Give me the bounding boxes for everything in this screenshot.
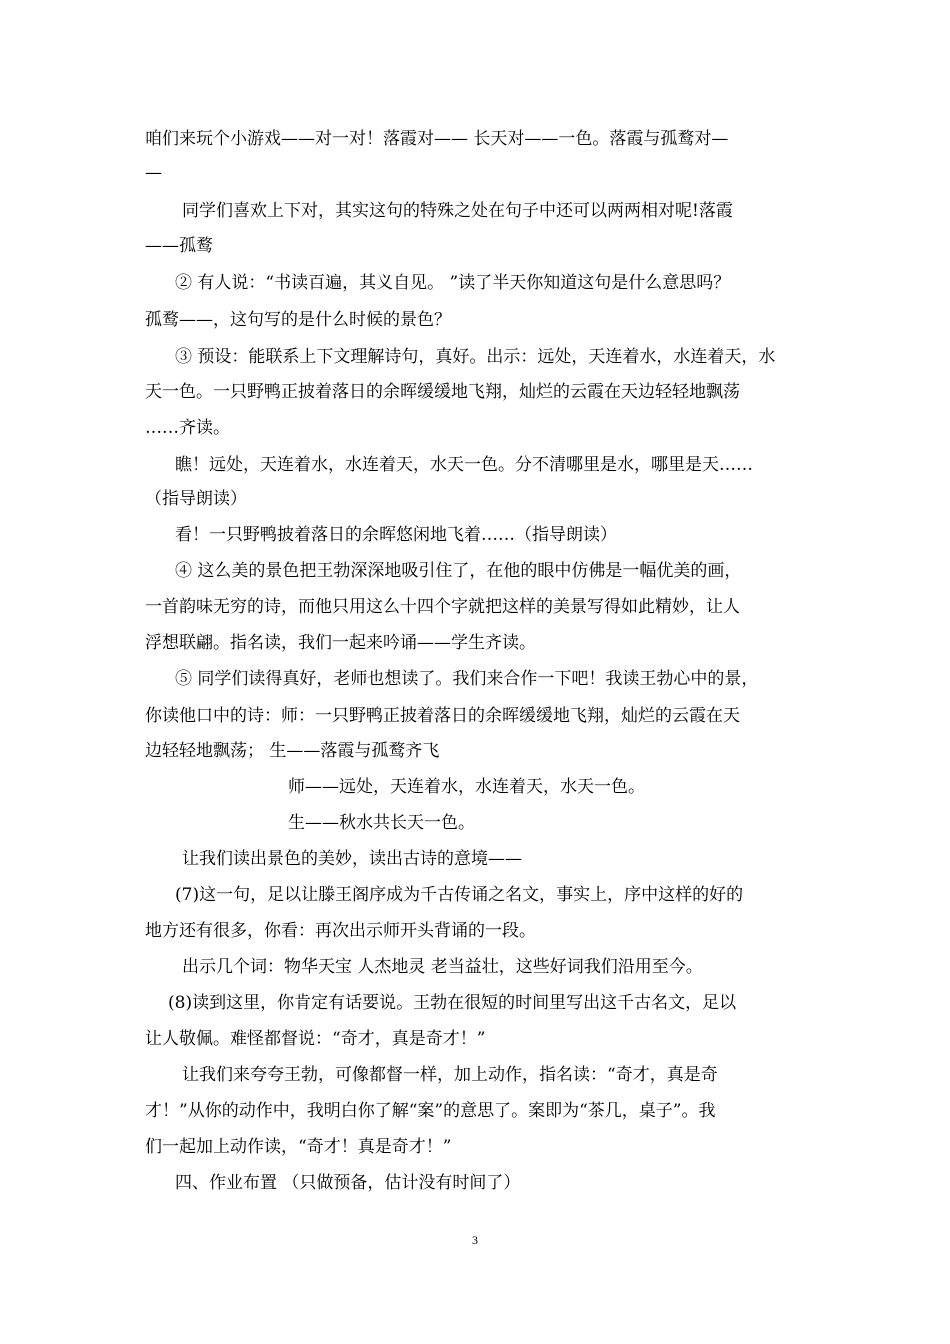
text-line: ② 有人说：“书读百遍，其义自见。 ”读了半天你知道这句是什么意思吗？ — [175, 273, 731, 293]
text-line: 让人敬佩。难怪都督说：“奇才，真是奇才！” — [145, 1029, 486, 1049]
text-line: 边轻轻地飘荡； 生——落霞与孤鹜齐飞 — [145, 741, 440, 761]
text-line: ③ 预设：能联系上下文理解诗句，真好。出示：远处，天连着水，水连着天，水 — [175, 347, 776, 367]
text-line: 师——远处，天连着水，水连着天，水天一色。 — [288, 777, 645, 797]
text-line: 你读他口中的诗：师：一只野鸭正披着落日的余晖缓缓地飞翔，灿烂的云霞在天 — [145, 706, 740, 726]
text-line: 让我们读出景色的美妙，读出古诗的意境—— — [182, 849, 522, 869]
page-number: 3 — [472, 1233, 478, 1247]
text-line: 一首韵味无穷的诗，而他只用这么十四个字就把这样的美景写得如此精妙，让人 — [145, 597, 740, 617]
text-line: 才！”从你的动作中，我明白你了解“案”的意思了。案即为“茶几，桌子”。我 — [145, 1101, 716, 1121]
text-line: ④ 这么美的景色把王勃深深地吸引住了，在他的眼中仿佛是一幅优美的画， — [175, 561, 742, 581]
text-line: ——孤鹜 — [145, 236, 213, 256]
text-line: (8)读到这里，你肯定有话要说。王勃在很短的时间里写出这千古名文，足以 — [168, 993, 737, 1013]
text-line: 们一起加上动作读，“奇才！真是奇才！” — [145, 1137, 452, 1157]
text-line: 浮想联翩。指名读，我们一起来吟诵——学生齐读。 — [145, 633, 536, 653]
text-line: 四、作业布置 （只做预备，估计没有时间了） — [175, 1173, 521, 1193]
text-line: 出示几个词：物华天宝 人杰地灵 老当益壮，这些好词我们沿用至今。 — [182, 957, 703, 977]
text-line: ⑤ 同学们读得真好，老师也想读了。我们来合作一下吧！我读王勃心中的景， — [175, 669, 759, 689]
text-line: 看！一只野鸭披着落日的余晖悠闲地飞着……（指导朗读） — [175, 525, 617, 545]
text-line: （指导朗读） — [145, 489, 247, 509]
text-line: ……齐读。 — [145, 418, 230, 438]
text-line: 孤鹜——，这句写的是什么时候的景色？ — [145, 310, 451, 330]
text-line: 瞧！远处，天连着水，水连着天，水天一色。分不清哪里是水，哪里是天…… — [175, 455, 753, 475]
text-line: 同学们喜欢上下对，其实这句的特殊之处在句子中还可以两两相对呢!落霞 — [182, 201, 733, 221]
text-line: 天一色。一只野鸭正披着落日的余晖缓缓地飞翔，灿烂的云霞在天边轻轻地飘荡 — [145, 382, 740, 402]
text-line: — — [145, 163, 162, 183]
text-line: 咱们来玩个小游戏——对一对！落霞对—— 长天对——一色。落霞与孤鹜对— — [145, 129, 729, 149]
text-line: 地方还有很多，你看：再次出示师开头背诵的一段。 — [145, 921, 536, 941]
text-line: (7)这一句，足以让滕王阁序成为千古传诵之名文，事实上，序中这样的好的 — [175, 885, 744, 905]
text-line: 生——秋水共长天一色。 — [288, 813, 475, 833]
text-line: 让我们来夸夸王勃，可像都督一样，加上动作，指名读：“奇才，真是奇 — [182, 1065, 718, 1085]
